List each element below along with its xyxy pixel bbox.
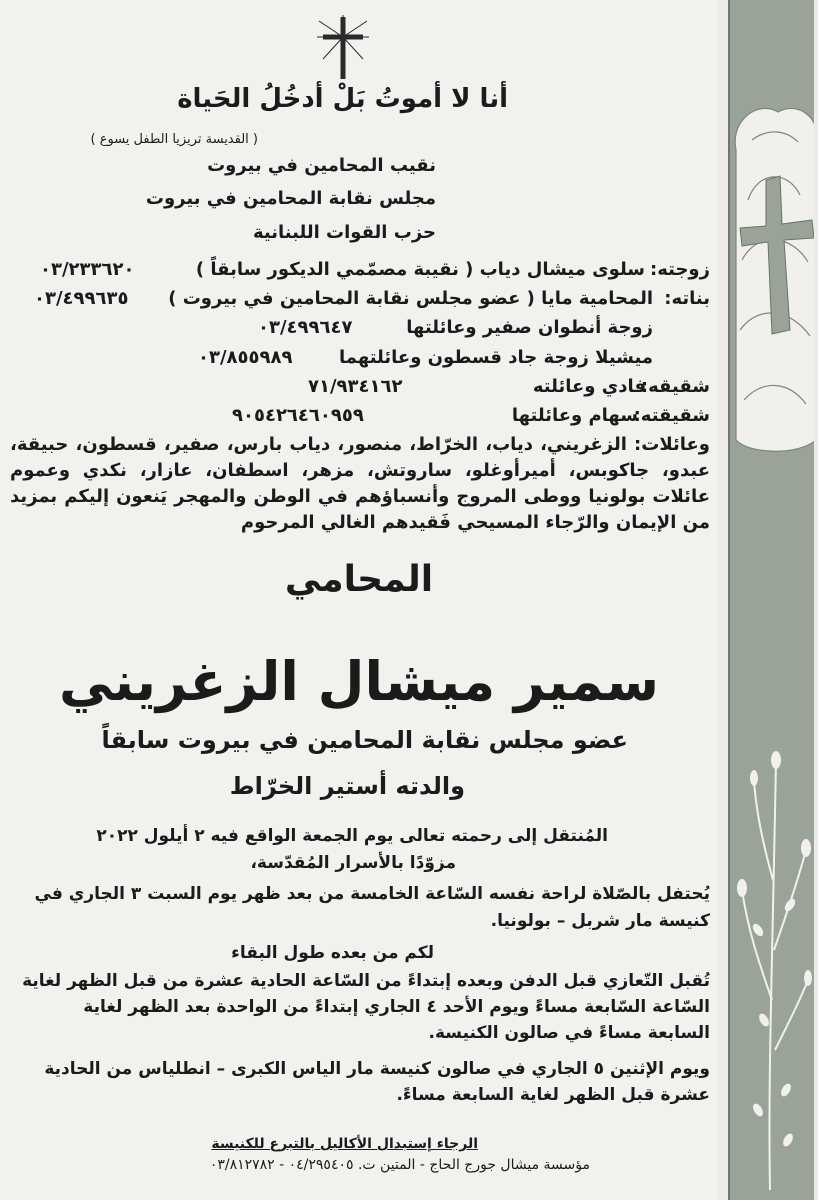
- condolence-line: تُقبل التّعازي قبل الدفن وبعده إبتداءً من السّاعة الحادية عشرة من قبل الظهر لغاية: [22, 971, 710, 991]
- condolence-line: السّاعة السّابعة مساءً ويوم الأحد ٤ الجاري إبتداءً من الواحدة بعد الظهر لغاية: [83, 997, 710, 1017]
- monday-line: عشرة قبل الظهر لغاية السابعة مساءً.: [396, 1085, 710, 1105]
- deceased-name: سمير ميشال الزغريني: [59, 650, 659, 713]
- mass-line: يُحتفل بالصّلاة لراحة نفسه السّاعة الخامسة من بعد ظهر يوم السبت ٣ الجاري في: [34, 884, 710, 904]
- wish-line: لكم من بعده طول البقاء: [231, 943, 434, 963]
- mass-line: كنيسة مار شربل – بولونيا.: [490, 911, 710, 931]
- org-line: مجلس نقابة المحامين في بيروت: [145, 188, 436, 209]
- daughters-label: بناته:: [664, 288, 710, 309]
- daughter3-phone: ٠٣/٨٥٥٩٨٩: [198, 347, 293, 368]
- footer-note: الرجاء إستبدال الأكاليل بالتبرع للكنيسة: [211, 1136, 478, 1152]
- wife-phone: ٠٣/٢٣٣٦٢٠: [40, 259, 135, 280]
- deceased-position: عضو مجلس نقابة المحامين في بيروت سابقاً: [101, 726, 628, 754]
- sister-text: سهام وعائلتها: [511, 405, 638, 426]
- brother-text: فادي وعائلته: [532, 376, 646, 397]
- brother-label: شقيقه:: [640, 376, 710, 397]
- sister-phone: ٩٠٥٤٢٦٤٦٠٩٥٩: [232, 405, 364, 426]
- daughter1-text: المحامية مايا ( عضو مجلس نقابة المحامين في بيروت ): [168, 288, 653, 309]
- condolence-line: السابعة مساءً في صالون الكنيسة.: [428, 1023, 710, 1043]
- daughter2-text: زوجة أنطوان صفير وعائلتها: [406, 317, 653, 338]
- footer-company: مؤسسة ميشال جورج الحاج - المتين ت. ٠٤/٢٩٥٤٠٥ - ٠٣/٨١٢٧٨٢: [209, 1157, 590, 1173]
- sacraments-line: مزوّدًا بالأسرار المُقدّسة،: [250, 853, 456, 873]
- sister-label: شقيقته:: [633, 405, 710, 426]
- motto: أنا لا أموتُ بَلْ أدخُلُ الحَياة: [177, 84, 508, 114]
- families-paragraph: وعائلات: الزغريني، دياب، الخرّاط، منصور، دياب بارس، صفير، قسطون، حبيقة، عبدو، جاكوبس، أميرأوغلو، ساروتش، مزهر، اسطفان، عازار، نكدي وعموم عائلات بولونيا ووطى المروج وأنسباؤهم في الوطن والمهجر يَنعون إليكم بمزيد من الإيمان والرّجاء المسيحي فَقيدهم الغالي المرحوم: [10, 434, 710, 533]
- daughter2-phone: ٠٣/٤٩٩٦٤٧: [258, 317, 353, 338]
- daughter1-phone: ٠٣/٤٩٩٦٣٥: [34, 288, 129, 309]
- motto-citation: ( القديسة تريزيا الطفل يسوع ): [90, 132, 258, 147]
- deceased-mother: والدته أستير الخرّاط: [229, 772, 465, 800]
- cross-icon: [313, 15, 373, 81]
- daughter3-text: ميشيلا زوجة جاد قسطون وعائلتهما: [339, 347, 653, 368]
- death-line: المُنتقل إلى رحمته تعالى يوم الجمعة الواقع فيه ٢ أيلول ٢٠٢٢: [96, 826, 608, 846]
- org-line: حزب القوات اللبنانية: [253, 222, 436, 243]
- deceased-profession: المحامي: [284, 559, 434, 600]
- wife-label: زوجته:: [650, 259, 710, 280]
- monday-line: ويوم الإثنين ٥ الجاري في صالون كنيسة مار الياس الكبرى – انطلياس من الحادية: [44, 1059, 710, 1079]
- floral-ornament-icon: [728, 0, 814, 1200]
- brother-phone: ٧١/٩٣٤١٦٢: [308, 376, 403, 397]
- org-line: نقيب المحامين في بيروت: [207, 155, 436, 176]
- wife-text: سلوى ميشال دياب ( نقيبة مصمّمي الديكور سابقاً ): [195, 259, 645, 280]
- decorative-side-border: [718, 0, 818, 1200]
- decorative-band: [728, 0, 814, 1200]
